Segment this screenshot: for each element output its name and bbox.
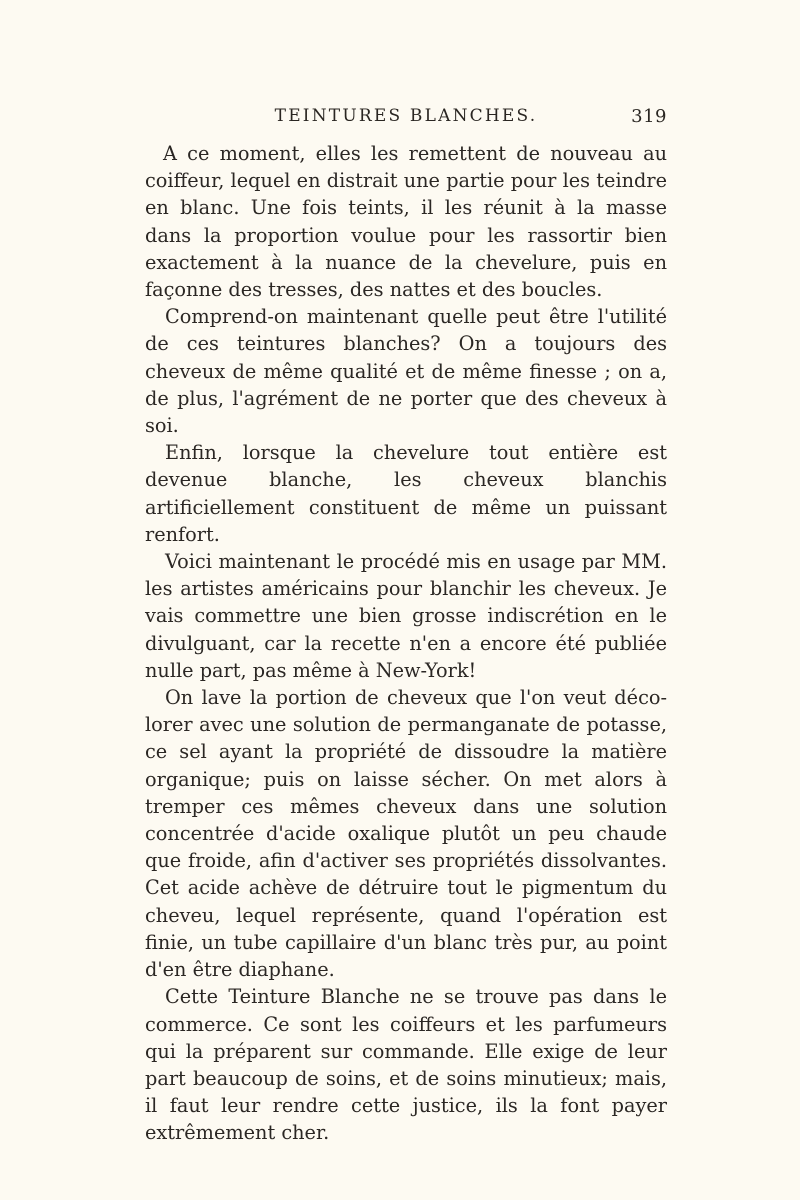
running-head-title: TEINTURES BLANCHES. xyxy=(274,106,538,126)
running-head xyxy=(145,104,667,132)
page-number: 319 xyxy=(631,106,667,127)
paragraph-3: Enfin, lorsque la chevelure tout entière est devenue blanche, les cheveux blanchis artificiellement constituent de même un puissant renfort. xyxy=(145,441,667,546)
paragraph-4: Voici maintenant le procédé mis en usage par MM. les artistes américains pour blanchir les cheveux. Je vais commettre une bien grosse indiscrétion en le divulguant, car la recette n'en a encore été publiée nulle part, pas même à New-York! xyxy=(145,550,667,682)
paragraph-5: On lave la portion de cheveux que l'on veut décolorer avec une solution de permanganate de potasse, ce sel ayant la propriété de dissoudre la matière organique; puis on laisse sécher. On met alors à tremper ces mêmes cheveux dans une solution concentrée d'acide oxalique plutôt un peu chaude que froide, afin d'activer ses propriétés dissolvantes. Cet acide achève de détruire tout le pigmentum du cheveu, lequel représente, quand l'opération est finie, un tube capillaire d'un blanc très pur, au point d'en être diaphane. xyxy=(145,686,667,982)
body-text xyxy=(145,140,667,1147)
paragraph-1: A ce moment, elles les remettent de nouveau au coiffeur, lequel en distrait une partie pour les teindre en blanc. Une fois teints, il les réunit à la masse dans la proportion voulue pour les rassortir bien exactement à la nuance de la chevelure, puis en façonne des tresses, des nattes et des boucles. xyxy=(145,142,667,302)
paragraph-6: Cette Teinture Blanche ne se trouve pas dans le commerce. Ce sont les coiffeurs et les parfumeurs qui la préparent sur commande. Elle exige de leur part beaucoup de soins, et de soins minutieux; mais, il faut leur rendre cette justice, ils la font payer extrêmement cher. xyxy=(145,985,667,1145)
paragraph-2: Comprend-on maintenant quelle peut être l'utilité de ces teintures blanches? On a toujours des cheveux de même qualité et de même finesse ; on a, de plus, l'agrément de ne porter que des cheveux à soi. xyxy=(145,305,667,438)
